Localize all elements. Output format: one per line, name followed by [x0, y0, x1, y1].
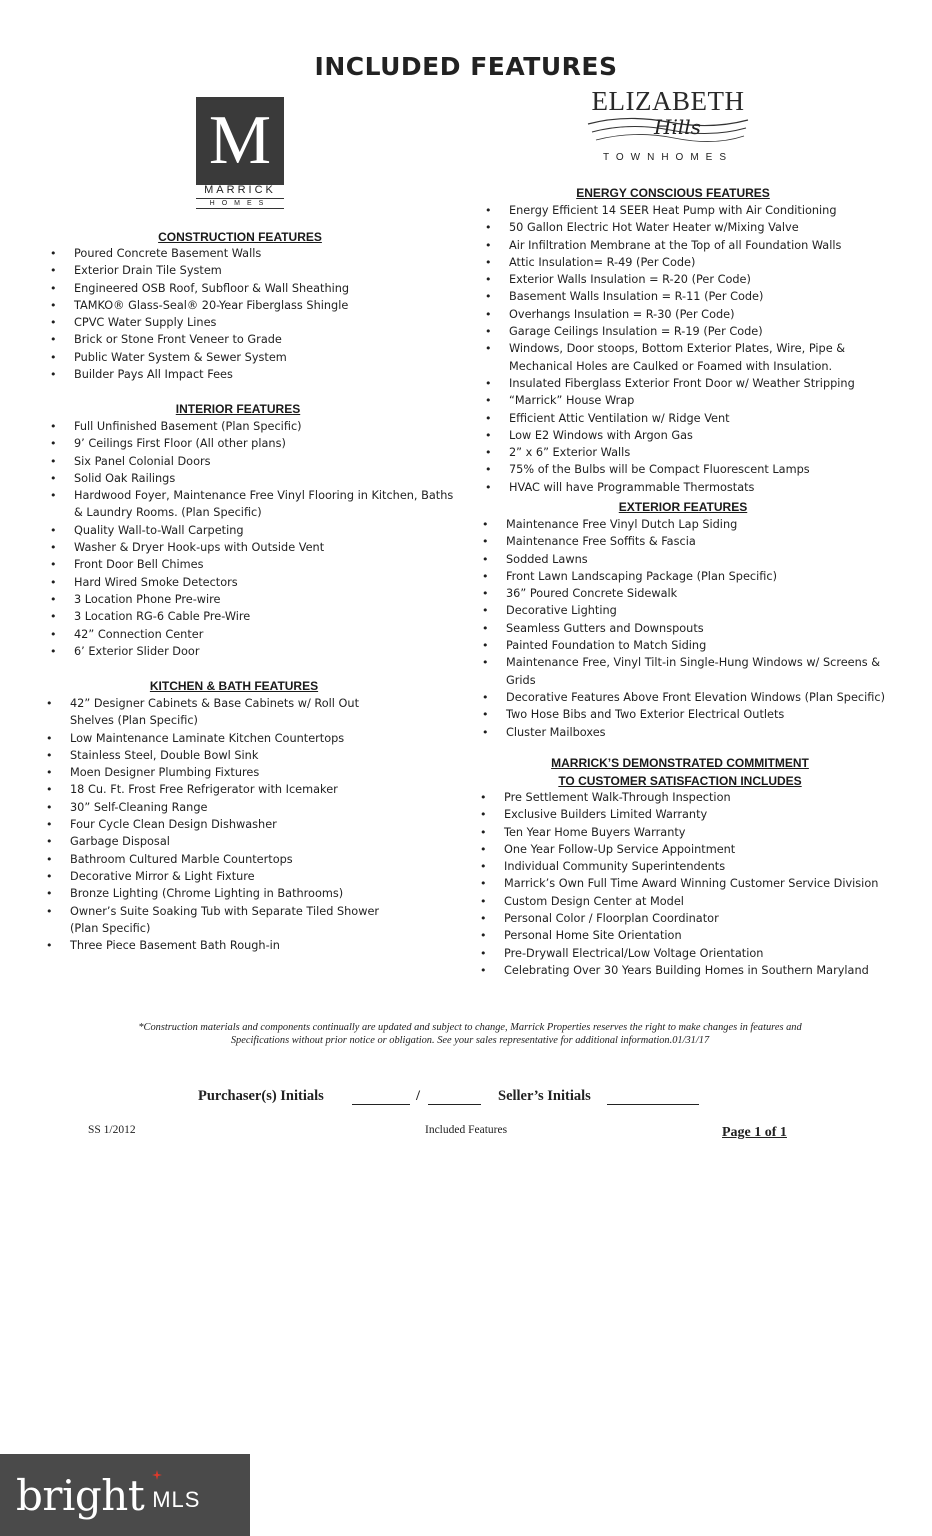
construction-feature-item: • Brick or Stone Front Veneer to Grade	[50, 331, 460, 348]
kitchen-feature-item: • Stainless Steel, Double Bowl Sink	[46, 747, 386, 764]
seller-initials-label: Seller’s Initials	[498, 1088, 591, 1104]
energy-feature-item: • Garage Ceilings Insulation = R-19 (Per Code)	[485, 323, 875, 340]
construction-feature-item: • Builder Pays All Impact Fees	[50, 366, 460, 383]
commitment-feature-item: • Personal Color / Floorplan Coordinator	[480, 910, 900, 927]
interior-feature-item: • Front Door Bell Chimes	[50, 556, 460, 573]
commitment-feature-item: • Exclusive Builders Limited Warranty	[480, 806, 900, 823]
exterior-feature-item: • Sodded Lawns	[482, 551, 902, 568]
commitment-feature-item: • Marrick’s Own Full Time Award Winning Customer Service Division	[480, 875, 900, 892]
energy-feature-item: • Basement Walls Insulation = R-11 (Per Code)	[485, 288, 875, 305]
interior-feature-item: • 9’ Ceilings First Floor (All other plans)	[50, 435, 460, 452]
interior-feature-item: • 42” Connection Center	[50, 626, 460, 643]
exterior-feature-item: • Maintenance Free, Vinyl Tilt-in Single-Hung Windows w/ Screens & Grids	[482, 654, 902, 689]
disclaimer-line-1: *Construction materials and components continually are updated and subject to change, Marrick Properties reserves the right to make changes in features and	[138, 1022, 802, 1033]
commitment-feature-item: • Individual Community Superintendents	[480, 858, 900, 875]
purchaser-initials-label: Purchaser(s) Initials	[198, 1088, 324, 1104]
interior-list	[50, 418, 460, 660]
commitment-feature-item: • Ten Year Home Buyers Warranty	[480, 824, 900, 841]
kitchen-feature-item: • Bathroom Cultured Marble Countertops	[46, 851, 386, 868]
elizabeth-hills-logo-graphic	[586, 106, 750, 148]
exterior-feature-item: • Decorative Lighting	[482, 602, 902, 619]
construction-list	[50, 245, 460, 383]
exterior-feature-item: • Maintenance Free Soffits & Fascia	[482, 533, 902, 550]
interior-feature-item: • Six Panel Colonial Doors	[50, 453, 460, 470]
energy-feature-item: • Insulated Fiberglass Exterior Front Door w/ Weather Stripping	[485, 375, 875, 392]
construction-heading: CONSTRUCTION FEATURES	[158, 230, 322, 244]
construction-feature-item: • Exterior Drain Tile System	[50, 262, 460, 279]
elizabeth-hills-logo-sub: TOWNHOMES	[602, 152, 734, 163]
energy-feature-item: • Windows, Door stoops, Bottom Exterior Plates, Wire, Pipe & Mechanical Holes are Caulked or Foamed with Insulation.	[485, 340, 875, 375]
interior-feature-item: • 3 Location Phone Pre-wire	[50, 591, 460, 608]
energy-feature-item: • “Marrick” House Wrap	[485, 392, 875, 409]
energy-feature-item: • HVAC will have Programmable Thermostats	[485, 479, 875, 496]
energy-feature-item: • 75% of the Bulbs will be Compact Fluorescent Lamps	[485, 461, 875, 478]
commitment-heading-1: MARRICK’S DEMONSTRATED COMMITMENT	[551, 756, 809, 770]
construction-feature-item: • CPVC Water Supply Lines	[50, 314, 460, 331]
kitchen-feature-item: • 30” Self-Cleaning Range	[46, 799, 386, 816]
seller-initials-line[interactable]	[607, 1104, 699, 1105]
exterior-feature-item: • Painted Foundation to Match Siding	[482, 637, 902, 654]
commitment-heading-2: TO CUSTOMER SATISFACTION INCLUDES	[558, 774, 802, 788]
marrick-logo-sub: HOMES	[196, 198, 284, 209]
interior-feature-item: • 3 Location RG-6 Cable Pre-Wire	[50, 608, 460, 625]
kitchen-feature-item: • Three Piece Basement Bath Rough-in	[46, 937, 386, 954]
watermark-mls: MLS	[152, 1487, 201, 1512]
energy-feature-item: • Efficient Attic Ventilation w/ Ridge Vent	[485, 410, 875, 427]
exterior-feature-item: • 36” Poured Concrete Sidewalk	[482, 585, 902, 602]
commitment-feature-item: • Personal Home Site Orientation	[480, 927, 900, 944]
interior-feature-item: • 6’ Exterior Slider Door	[50, 643, 460, 660]
commitment-feature-item: • Celebrating Over 30 Years Building Homes in Southern Maryland	[480, 962, 900, 979]
interior-feature-item: • Solid Oak Railings	[50, 470, 460, 487]
commitment-list	[480, 789, 900, 979]
disclaimer-line-2: Specifications without prior notice or obligation. See your sales representative for additional information.01/31/17	[230, 1035, 710, 1046]
purchaser-initials-line-2[interactable]	[428, 1104, 481, 1105]
kitchen-feature-item: • Owner’s Suite Soaking Tub with Separate Tiled Shower (Plan Specific)	[46, 903, 386, 938]
watermark-brand: bright	[16, 1470, 145, 1520]
kitchen-feature-item: • 42” Designer Cabinets & Base Cabinets w/ Roll Out Shelves (Plan Specific)	[46, 695, 386, 730]
energy-feature-item: • Low E2 Windows with Argon Gas	[485, 427, 875, 444]
construction-feature-item: • Engineered OSB Roof, Subfloor & Wall Sheathing	[50, 280, 460, 297]
interior-feature-item: • Quality Wall-to-Wall Carpeting	[50, 522, 460, 539]
exterior-feature-item: • Seamless Gutters and Downspouts	[482, 620, 902, 637]
kitchen-feature-item: • Moen Designer Plumbing Fixtures	[46, 764, 386, 781]
kitchen-feature-item: • Decorative Mirror & Light Fixture	[46, 868, 386, 885]
initials-slash: /	[416, 1088, 421, 1104]
disclaimer-note	[70, 1021, 870, 1047]
marrick-logo-letter: M	[208, 102, 272, 179]
energy-feature-item: • Exterior Walls Insulation = R-20 (Per Code)	[485, 271, 875, 288]
energy-feature-item: • Air Infiltration Membrane at the Top of all Foundation Walls	[485, 237, 875, 254]
energy-feature-item: • 2” x 6” Exterior Walls	[485, 444, 875, 461]
energy-feature-item: • 50 Gallon Electric Hot Water Heater w/Mixing Valve	[485, 219, 875, 236]
footer-page-number: Page 1 of 1	[722, 1125, 787, 1140]
interior-feature-item: • Washer & Dryer Hook-ups with Outside Vent	[50, 539, 460, 556]
exterior-list	[482, 516, 902, 741]
marrick-logo	[196, 97, 284, 185]
interior-feature-item: • Hard Wired Smoke Detectors	[50, 574, 460, 591]
exterior-feature-item: • Two Hose Bibs and Two Exterior Electrical Outlets	[482, 706, 902, 723]
commitment-feature-item: • Custom Design Center at Model	[480, 893, 900, 910]
spark-icon	[152, 1470, 162, 1480]
exterior-feature-item: • Front Lawn Landscaping Package (Plan Specific)	[482, 568, 902, 585]
exterior-feature-item: • Decorative Features Above Front Elevation Windows (Plan Specific)	[482, 689, 902, 706]
bright-mls-watermark	[0, 1454, 250, 1536]
footer-form-code: SS 1/2012	[88, 1124, 136, 1136]
kitchen-feature-item: • Garbage Disposal	[46, 833, 386, 850]
kitchen-feature-item: • 18 Cu. Ft. Frost Free Refrigerator with Icemaker	[46, 781, 386, 798]
exterior-feature-item: • Cluster Mailboxes	[482, 724, 902, 741]
energy-list	[485, 202, 875, 496]
commitment-feature-item: • One Year Follow-Up Service Appointment	[480, 841, 900, 858]
elizabeth-hills-logo-name: ELIZABETH	[591, 86, 745, 116]
commitment-feature-item: • Pre Settlement Walk-Through Inspection	[480, 789, 900, 806]
marrick-logo-name: MARRICK	[204, 184, 276, 196]
elizabeth-hills-logo-script: Hills	[654, 115, 701, 139]
commitment-feature-item: • Pre-Drywall Electrical/Low Voltage Orientation	[480, 945, 900, 962]
kitchen-heading: KITCHEN & BATH FEATURES	[149, 679, 319, 693]
footer-doc-title: Included Features	[425, 1124, 508, 1136]
kitchen-list	[46, 695, 386, 954]
purchaser-initials-line-1[interactable]	[352, 1104, 410, 1105]
interior-feature-item: • Full Unfinished Basement (Plan Specific)	[50, 418, 460, 435]
construction-feature-item: • Poured Concrete Basement Walls	[50, 245, 460, 262]
energy-heading: ENERGY CONSCIOUS FEATURES	[576, 186, 770, 200]
kitchen-feature-item: • Low Maintenance Laminate Kitchen Countertops	[46, 730, 386, 747]
construction-feature-item: • Public Water System & Sewer System	[50, 349, 460, 366]
kitchen-feature-item: • Bronze Lighting (Chrome Lighting in Bathrooms)	[46, 885, 386, 902]
interior-feature-item: • Hardwood Foyer, Maintenance Free Vinyl Flooring in Kitchen, Baths & Laundry Rooms. (Plan Specific)	[50, 487, 460, 522]
kitchen-feature-item: • Four Cycle Clean Design Dishwasher	[46, 816, 386, 833]
interior-heading: INTERIOR FEATURES	[175, 402, 301, 416]
energy-feature-item: • Energy Efficient 14 SEER Heat Pump with Air Conditioning	[485, 202, 875, 219]
exterior-heading: EXTERIOR FEATURES	[618, 500, 748, 514]
energy-feature-item: • Overhangs Insulation = R-30 (Per Code)	[485, 306, 875, 323]
page-title: INCLUDED FEATURES	[314, 52, 618, 81]
exterior-feature-item: • Maintenance Free Vinyl Dutch Lap Siding	[482, 516, 902, 533]
energy-feature-item: • Attic Insulation= R-49 (Per Code)	[485, 254, 875, 271]
construction-feature-item: • TAMKO® Glass-Seal® 20-Year Fiberglass Shingle	[50, 297, 460, 314]
